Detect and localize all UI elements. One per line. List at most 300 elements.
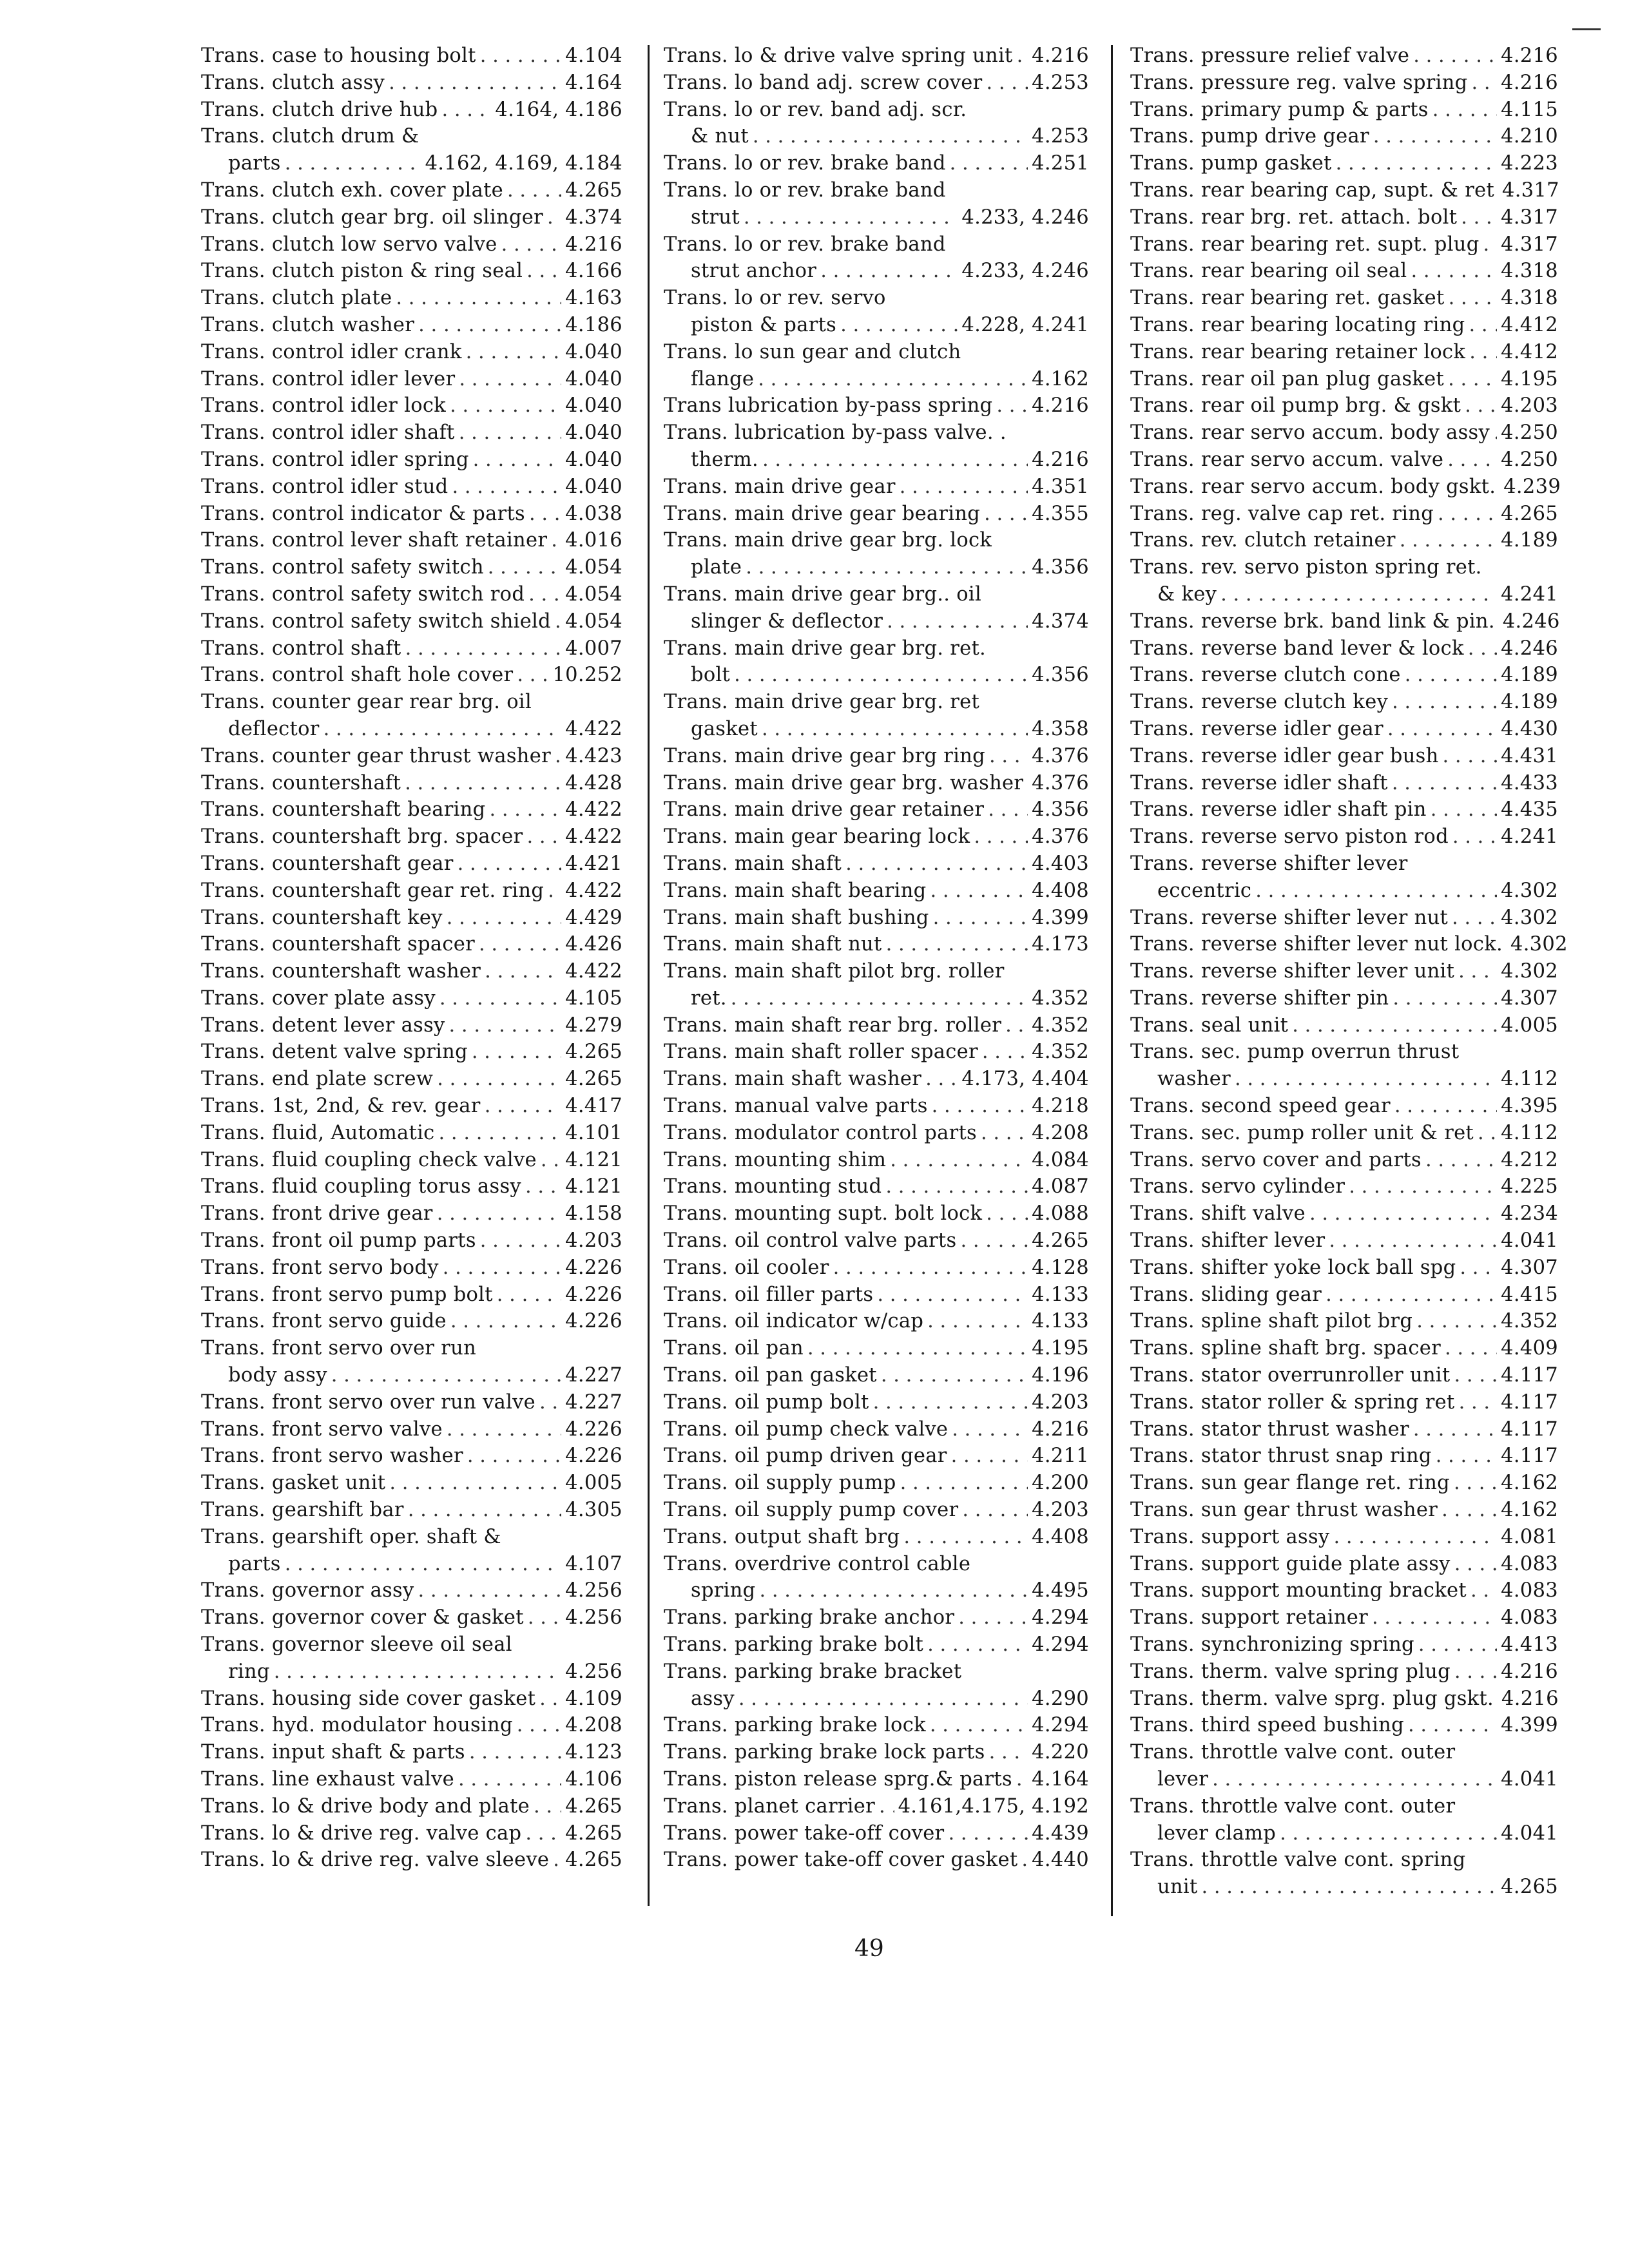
dot-leader	[1411, 258, 1497, 285]
entry-page-ref: 4.216	[1501, 71, 1558, 94]
entry-page-ref: 4.117	[1501, 1390, 1558, 1414]
dot-leader	[1469, 312, 1498, 339]
index-entry	[201, 1227, 622, 1254]
entry-term: Trans. shifter yoke lock ball spg	[1130, 1256, 1456, 1279]
dot-leader	[534, 1793, 561, 1820]
entry-term: Trans. lo or rev. brake band	[664, 233, 946, 256]
entry-page-ref: 4.256	[565, 1660, 622, 1683]
dot-leader	[1202, 1874, 1498, 1901]
entry-page-ref: 4.087	[1032, 1175, 1089, 1198]
entry-page-ref: 4.294	[1032, 1606, 1089, 1629]
entry-term: Trans. rear bearing oil seal	[1130, 260, 1407, 283]
entry-term: Trans. piston release sprg.& parts	[664, 1768, 1012, 1791]
entry-page-ref: 4.212	[1501, 1148, 1558, 1171]
dot-leader	[1416, 1308, 1497, 1335]
index-entry	[1130, 1173, 1558, 1200]
entry-term: Trans. therm. valve spring plug	[1130, 1660, 1451, 1683]
entry-page-ref: 4.317	[1501, 233, 1558, 256]
dot-leader	[1016, 1766, 1028, 1793]
entry-term: Trans. lo or rev. brake band	[664, 178, 946, 202]
index-entry	[664, 501, 1089, 528]
dot-leader	[1027, 770, 1028, 797]
dot-leader	[762, 447, 1028, 474]
dot-leader	[541, 1147, 561, 1174]
dot-leader	[459, 366, 561, 393]
entry-term: Trans. main shaft rear brg. roller	[664, 1014, 1002, 1037]
dot-leader	[982, 1039, 1028, 1066]
dot-leader	[1452, 905, 1497, 932]
entry-term-continuation: ret.	[691, 986, 727, 1010]
dot-leader	[1441, 1497, 1497, 1524]
entry-term: Trans. housing side cover gasket	[201, 1687, 536, 1710]
index-entry	[201, 878, 622, 905]
corner-mark	[1572, 28, 1601, 30]
entry-term: Trans. gearshift oper. shaft &	[201, 1525, 501, 1548]
index-entry	[201, 905, 622, 932]
entry-term: Trans. clutch plate	[201, 287, 392, 310]
entry-term: Trans. oil pan gasket	[664, 1364, 877, 1387]
index-entry	[664, 285, 1089, 339]
entry-term: Trans. clutch piston & ring seal	[201, 260, 523, 283]
dot-leader	[490, 796, 562, 823]
entry-page-ref: 4.216	[1501, 44, 1558, 67]
entry-term: Trans. modulator control parts	[664, 1121, 978, 1144]
entry-term: Trans. control indicator & parts	[201, 502, 526, 525]
index-entry	[201, 743, 622, 770]
index-entry	[1130, 1577, 1558, 1604]
index-entry	[1130, 1416, 1558, 1443]
entry-page-ref: 4.186	[565, 313, 622, 336]
dot-leader	[480, 1227, 561, 1254]
entry-page-ref: 4.234	[1501, 1202, 1558, 1225]
entry-term: Trans. rear servo accum. body assy	[1130, 421, 1490, 445]
dot-leader	[1005, 1012, 1028, 1039]
entry-term: Trans. reverse shifter lever unit	[1130, 960, 1455, 983]
entry-term: Trans. spline shaft pilot brg	[1130, 1310, 1413, 1333]
dot-leader	[1458, 958, 1497, 985]
entry-term: Trans. main drive gear brg. lock	[664, 529, 992, 552]
entry-page-ref: 4.250	[1501, 421, 1558, 445]
entry-term: Trans. main drive gear brg. ret	[664, 691, 980, 714]
entry-term: Trans. clutch drive hub	[201, 98, 438, 121]
index-entry	[1130, 823, 1558, 850]
dot-leader	[1478, 1120, 1497, 1147]
entry-page-ref: 4.356	[1032, 798, 1089, 822]
dot-leader	[1454, 1658, 1497, 1686]
entry-page-ref: 4.210	[1501, 125, 1558, 148]
entry-term: Trans. overdrive control cable	[664, 1552, 971, 1575]
dot-leader	[989, 743, 1028, 770]
entry-term: Trans. clutch low servo valve	[201, 233, 497, 256]
index-entry	[1130, 1254, 1558, 1282]
entry-page-ref: 4.241	[1501, 825, 1558, 849]
entry-page-ref: 4.246	[1502, 610, 1560, 633]
index-entry	[1130, 905, 1558, 932]
entry-page-ref: 4.439	[1032, 1821, 1089, 1845]
entry-page-ref: 4.250	[1501, 448, 1558, 471]
index-entry	[664, 419, 1089, 474]
entry-page-ref: 4.117	[1501, 1418, 1558, 1441]
index-entry	[1130, 850, 1558, 905]
entry-term: Trans. control idler lock	[201, 394, 447, 418]
dot-leader	[1372, 1604, 1497, 1631]
entry-page-ref: 4.352	[1032, 1041, 1089, 1064]
entry-page-ref: 4.421	[565, 852, 622, 875]
index-entry	[201, 1093, 622, 1120]
entry-term: Trans. reverse band lever & lock	[1130, 637, 1464, 660]
dot-leader	[758, 366, 1028, 393]
entry-term: Trans. main shaft pilot brg. roller	[664, 960, 1005, 983]
dot-leader	[1021, 1847, 1028, 1874]
index-entry	[1130, 1631, 1558, 1658]
entry-page-ref: 4.227	[565, 1390, 622, 1414]
index-entry	[664, 1308, 1089, 1335]
dot-leader	[527, 823, 562, 850]
entry-term: Trans. parking brake bolt	[664, 1633, 924, 1657]
entry-term: Trans. rear brg. ret. attach. bolt	[1130, 206, 1458, 229]
entry-page-ref: 4.265	[565, 1794, 622, 1818]
dot-leader	[833, 1254, 1028, 1282]
dot-leader	[1392, 689, 1497, 716]
entry-page-ref: 4.104	[565, 44, 622, 67]
index-entry	[1130, 1443, 1558, 1470]
entry-page-ref: 4.189	[1501, 691, 1558, 714]
entry-term: Trans. sec. pump overrun thrust	[1130, 1041, 1460, 1064]
dot-leader	[555, 743, 561, 770]
dot-leader	[952, 1416, 1028, 1443]
index-entry	[1130, 1604, 1558, 1631]
dot-leader	[738, 1686, 1028, 1713]
dot-leader	[452, 474, 561, 501]
index-entry	[664, 1497, 1089, 1524]
dot-leader	[442, 97, 492, 124]
entry-page-ref: 4.208	[565, 1714, 622, 1737]
entry-term: Trans. main drive gear brg.. oil	[664, 582, 982, 606]
entry-page-ref: 4.164	[565, 71, 622, 94]
dot-leader	[459, 419, 561, 447]
entry-page-ref: 4.412	[1501, 340, 1558, 363]
entry-term: Trans. detent valve spring	[201, 1041, 468, 1064]
index-entry	[1130, 150, 1558, 177]
entry-term-continuation: deflector	[228, 717, 320, 740]
index-entry	[201, 1470, 622, 1497]
index-entry	[1130, 231, 1558, 258]
entry-term: Trans. rev. clutch retainer	[1130, 529, 1396, 552]
dot-leader	[517, 662, 548, 689]
index-entry	[201, 1524, 622, 1578]
dot-leader	[873, 1389, 1028, 1416]
dot-leader	[507, 177, 561, 204]
dot-leader	[746, 554, 1028, 581]
entry-page-ref: 4.356	[1032, 556, 1089, 579]
index-entry	[664, 1254, 1089, 1282]
entry-term-continuation: strut anchor	[691, 260, 817, 283]
entry-page-ref: 4.374	[565, 206, 622, 229]
index-entry	[1130, 796, 1558, 823]
entry-term: Trans. reverse idler gear	[1130, 717, 1383, 740]
dot-leader	[1432, 97, 1497, 124]
index-entry	[664, 743, 1089, 770]
entry-page-ref: 4.158	[565, 1202, 622, 1225]
entry-page-ref: 4.233, 4.246	[961, 206, 1089, 229]
index-entry	[201, 958, 622, 985]
entry-page-ref: 4.302	[1501, 960, 1558, 983]
entry-page-ref: 4.123	[565, 1741, 622, 1764]
dot-leader	[820, 258, 958, 285]
index-entry	[201, 447, 622, 474]
entry-term: Trans. cover plate assy	[201, 986, 436, 1010]
dot-leader	[469, 1739, 561, 1766]
index-entry	[1130, 770, 1558, 797]
dot-leader	[485, 958, 561, 985]
entry-page-ref: 4.399	[1501, 1714, 1558, 1737]
entry-term: Trans. clutch gear brg. oil slinger	[201, 206, 544, 229]
entry-term: Trans. front servo washer	[201, 1445, 463, 1468]
entry-term: Trans. oil pan	[664, 1337, 804, 1360]
entry-page-ref: 4.265	[565, 1041, 622, 1064]
index-entry	[1130, 716, 1558, 743]
dot-leader	[1454, 1551, 1497, 1578]
entry-page-ref: 4.355	[1032, 502, 1089, 525]
entry-term: Trans. hyd. modulator housing	[201, 1714, 513, 1737]
index-entry	[201, 1604, 622, 1631]
entry-page-ref: 4.415	[1501, 1283, 1558, 1306]
dot-leader	[1425, 1147, 1497, 1174]
entry-term: Trans. lo sun gear and clutch	[664, 340, 961, 363]
entry-page-ref: 4.265	[565, 1821, 622, 1845]
index-entry	[664, 177, 1089, 231]
entry-term: Trans. mounting shim	[664, 1148, 887, 1171]
entry-page-ref: 4.083	[1501, 1552, 1558, 1575]
entry-term: Trans. gasket unit	[201, 1472, 386, 1495]
index-entry	[664, 1847, 1089, 1874]
dot-leader	[1459, 1389, 1498, 1416]
entry-term: Trans. reverse clutch cone	[1130, 664, 1401, 687]
index-entry	[1130, 447, 1558, 474]
index-entry	[201, 931, 622, 958]
entry-page-ref: 4.265	[565, 178, 622, 202]
index-entry	[1130, 958, 1558, 985]
index-entry	[1130, 1470, 1558, 1497]
index-entry	[201, 43, 622, 70]
entry-page-ref: 4.256	[565, 1579, 622, 1602]
dot-leader	[731, 985, 1028, 1012]
entry-page-ref: 4.302	[1510, 933, 1568, 956]
dot-leader	[1405, 662, 1497, 689]
entry-page-ref: 4.426	[565, 933, 622, 956]
entry-page-ref: 4.225	[1501, 1175, 1558, 1198]
index-entry	[1130, 1551, 1558, 1578]
dot-leader	[528, 581, 561, 608]
column-divider-2	[1111, 45, 1113, 1916]
entry-term: Trans. sec. pump roller unit & ret	[1130, 1121, 1474, 1144]
index-entry	[201, 850, 622, 878]
dot-leader	[1472, 70, 1498, 97]
entry-page-ref: 4.007	[565, 637, 622, 660]
index-entry	[1130, 204, 1558, 231]
entry-term: Trans. main drive gear brg. washer	[664, 771, 1024, 794]
entry-term: Trans. gearshift bar	[201, 1499, 404, 1522]
entry-page-ref: 4.133	[1032, 1283, 1089, 1306]
entry-term: Trans. lubrication by-pass valve. .	[664, 421, 1007, 445]
entry-term: Trans. case to housing bolt	[201, 44, 476, 67]
dot-leader	[472, 1039, 561, 1066]
index-entry	[664, 1093, 1089, 1120]
entry-term: Trans. mounting stud	[664, 1175, 882, 1198]
index-entry	[1130, 70, 1558, 97]
dot-leader	[480, 43, 561, 70]
entry-page-ref: 4.083	[1501, 1579, 1558, 1602]
dot-leader	[1454, 1362, 1498, 1389]
dot-leader	[548, 878, 561, 905]
index-column-1	[201, 43, 622, 1874]
entry-page-ref: 4.200	[1032, 1472, 1089, 1495]
entry-page-ref: 4.038	[565, 502, 622, 525]
index-entry	[201, 1282, 622, 1309]
entry-page-ref: 4.005	[1501, 1014, 1558, 1037]
entry-term-continuation: assy	[691, 1687, 735, 1710]
index-entry	[1130, 985, 1558, 1012]
entry-page-ref: 4.241	[1501, 582, 1558, 606]
entry-term: Trans. rear bearing cap, supt. & ret	[1130, 178, 1495, 202]
dot-leader	[437, 1200, 561, 1227]
index-entry	[201, 501, 622, 528]
dot-leader	[1447, 447, 1497, 474]
entry-term: Trans. stator overrunroller unit	[1130, 1364, 1451, 1387]
dot-leader	[285, 1551, 561, 1578]
dot-leader	[974, 823, 1028, 850]
entry-term: Trans. lo & drive body and plate	[201, 1794, 530, 1818]
dot-leader	[389, 1470, 561, 1497]
entry-page-ref: 4.356	[1032, 664, 1089, 687]
index-entry	[201, 1173, 622, 1200]
entry-page-ref: 4.317	[1502, 178, 1559, 202]
dot-leader	[984, 501, 1028, 528]
entry-term-continuation: eccentric	[1157, 879, 1252, 902]
entry-page-ref: 4.302	[1501, 906, 1558, 929]
entry-term: Trans. rear servo accum. body gskt.	[1130, 475, 1496, 498]
dot-leader	[405, 770, 561, 797]
dot-leader	[734, 662, 1028, 689]
entry-term-continuation: washer	[1157, 1068, 1231, 1091]
entry-term: Trans. servo cover and parts	[1130, 1148, 1422, 1171]
entry-page-ref: 4.318	[1501, 260, 1558, 283]
entry-page-ref: 4.422	[565, 798, 622, 822]
entry-page-ref: 4.423	[565, 744, 622, 767]
dot-leader	[485, 1093, 561, 1120]
entry-page-ref: 4.352	[1032, 1014, 1089, 1037]
index-entry	[664, 1120, 1089, 1147]
entry-term: Trans. lo band adj. screw cover	[664, 71, 983, 94]
entry-term: Trans. sun gear thrust washer	[1130, 1499, 1438, 1522]
dot-leader	[925, 1066, 958, 1093]
dot-leader	[1438, 501, 1497, 528]
index-entry	[1130, 1012, 1558, 1039]
entry-term: Trans. rear oil pan plug gasket	[1130, 367, 1445, 390]
entry-page-ref: 4.115	[1501, 98, 1558, 121]
entry-page-ref: 4.016	[565, 529, 622, 552]
index-entry	[664, 339, 1089, 393]
index-entry	[1130, 123, 1558, 150]
index-entry	[1130, 1039, 1558, 1093]
index-entry	[201, 285, 622, 312]
index-entry	[1130, 931, 1568, 958]
entry-page-ref: 4.133	[1032, 1310, 1089, 1333]
entry-term: Trans. reverse idler shaft pin	[1130, 798, 1427, 822]
entry-term: Trans. pump gasket	[1130, 152, 1332, 175]
entry-page-ref: 4.203	[565, 1229, 622, 1253]
entry-page-ref: 4.216	[1501, 1687, 1559, 1710]
entry-term: Trans. second speed gear	[1130, 1095, 1391, 1118]
entry-page-ref: 4.162, 4.169, 4.184	[425, 152, 622, 175]
index-entry	[664, 635, 1089, 689]
entry-term: Trans. counter gear thrust washer	[201, 744, 551, 767]
entry-page-ref: 4.307	[1501, 1256, 1558, 1279]
entry-page-ref: 4.162	[1501, 1499, 1558, 1522]
entry-page-ref: 4.417	[565, 1095, 622, 1118]
entry-term: Trans. stator thrust washer	[1130, 1418, 1409, 1441]
dot-leader	[466, 339, 562, 366]
index-entry	[201, 1335, 622, 1389]
entry-term: Trans. power take-off cover	[664, 1821, 945, 1845]
entry-term: Trans. main drive gear brg ring	[664, 744, 985, 767]
entry-term-continuation: ring	[228, 1660, 270, 1683]
dot-leader	[405, 635, 562, 662]
entry-page-ref: 4.117	[1501, 1445, 1558, 1468]
index-entry	[664, 70, 1089, 97]
index-entry	[201, 1147, 622, 1174]
entry-page-ref: 4.317	[1501, 206, 1558, 229]
index-entry	[1130, 1389, 1558, 1416]
entry-term: Trans. throttle valve cont. outer	[1130, 1794, 1456, 1818]
entry-page-ref: 4.054	[565, 556, 622, 579]
index-entry	[1130, 1147, 1558, 1174]
dot-leader	[932, 1093, 1028, 1120]
index-entry	[664, 1631, 1089, 1658]
index-entry	[201, 419, 622, 447]
entry-term: Trans. lo & drive reg. valve cap	[201, 1821, 522, 1845]
entry-page-ref: 4.408	[1032, 879, 1089, 902]
entry-page-ref: 4.112	[1501, 1068, 1558, 1091]
entry-term: Trans. control idler stud	[201, 475, 448, 498]
entry-page-ref: 4.162	[1032, 367, 1089, 390]
entry-page-ref: 4.203	[1501, 394, 1558, 418]
entry-term-continuation: spring	[691, 1579, 756, 1602]
dot-leader	[1235, 1066, 1497, 1093]
entry-term: Trans. lo & drive reg. valve sleeve	[201, 1849, 550, 1872]
entry-term-continuation: bolt	[691, 664, 731, 687]
entry-term: Trans. main drive gear	[664, 475, 896, 498]
entry-term-continuation: therm.	[691, 448, 758, 471]
entry-page-ref: 4.005	[565, 1472, 622, 1495]
dot-leader	[1445, 1335, 1497, 1362]
entry-page-ref: 4.374	[1032, 610, 1089, 633]
dot-leader	[958, 1604, 1028, 1631]
entry-page-ref: 4.422	[565, 717, 622, 740]
entry-page-ref: 4.430	[1501, 717, 1558, 740]
dot-leader	[1400, 527, 1497, 554]
index-entry	[1130, 1497, 1558, 1524]
index-entry	[201, 1443, 622, 1470]
entry-page-ref: 4.265	[1501, 1876, 1558, 1899]
entry-page-ref: 4.040	[565, 367, 622, 390]
entry-page-ref: 4.351	[1032, 475, 1089, 498]
entry-term: Trans. parking brake lock parts	[664, 1741, 985, 1764]
index-entry	[664, 1066, 1089, 1093]
index-entry	[664, 1524, 1089, 1551]
index-entry	[201, 662, 622, 689]
entry-term: Trans. main shaft bushing	[664, 906, 929, 929]
